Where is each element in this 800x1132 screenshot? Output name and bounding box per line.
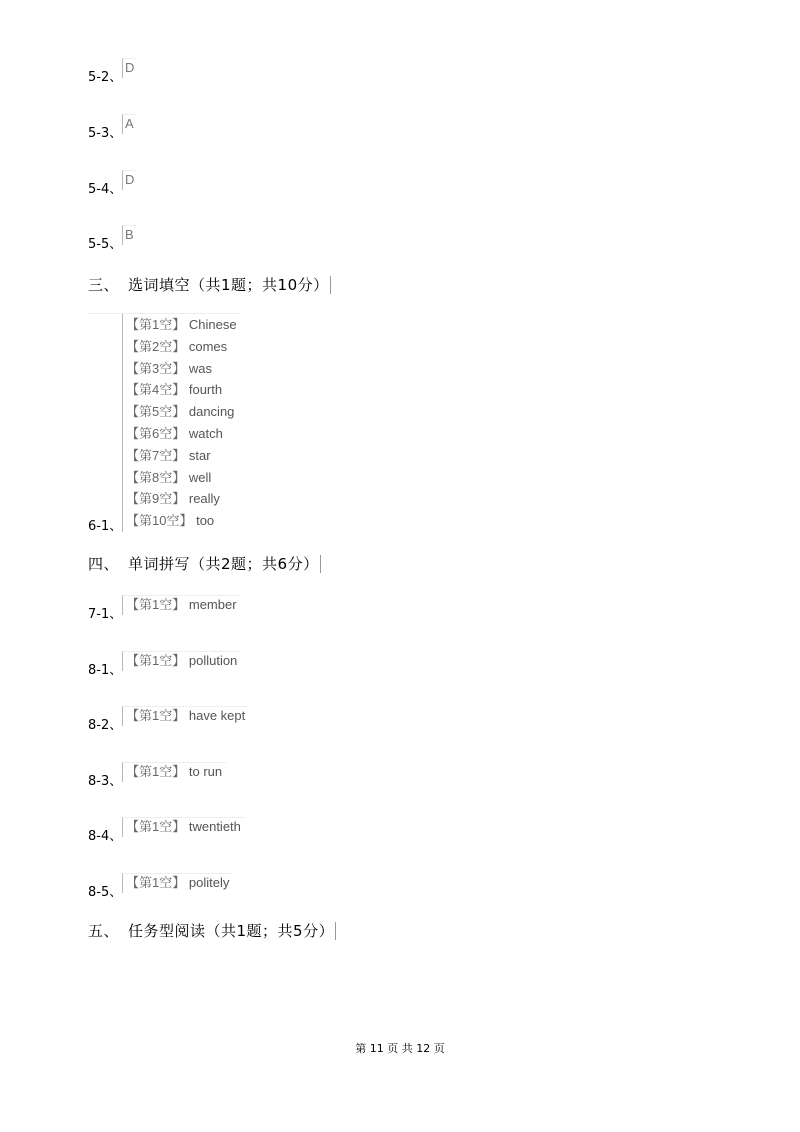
answer-box: D (122, 170, 136, 190)
answer-box: B (122, 225, 136, 245)
answer-box: 【第1空】 have kept (122, 706, 249, 726)
section-number: 三、 (88, 276, 120, 294)
question-number: 8-3、 (88, 774, 123, 789)
question-number: 8-4、 (88, 829, 123, 844)
question-number: 6-1、 (88, 519, 123, 534)
section-title: 单词拼写（共2题；共6分） (128, 555, 319, 573)
page-footer: 第 11 页 共 12 页 (355, 1042, 445, 1055)
answer-box: A (122, 114, 136, 134)
list-item: 【第6空】 watch (126, 425, 223, 441)
answer-box: 【第1空】 politely (122, 873, 233, 893)
list-item: 【第5空】 dancing (126, 404, 235, 420)
section-heading-5 (88, 920, 336, 941)
question-number: 8-5、 (88, 885, 123, 900)
question-number: 8-1、 (88, 663, 123, 678)
question-number: 5-2、 (88, 70, 123, 85)
list-item: 【第3空】 was (126, 360, 212, 376)
list-item: 【第1空】 Chinese (126, 317, 237, 332)
section-number: 四、 (88, 555, 120, 573)
section-heading-3 (88, 274, 331, 295)
question-number: 7-1、 (88, 607, 123, 622)
blank-answer-list (122, 313, 241, 532)
answer-box: 【第1空】 to run (122, 762, 226, 782)
list-item: 【第2空】 comes (126, 338, 228, 354)
answer-box: 【第1空】 member (122, 595, 241, 615)
list-item: 【第10空】 too (126, 513, 215, 529)
answer-box: 【第1空】 pollution (122, 651, 241, 671)
answer-frame (88, 313, 122, 528)
question-number: 8-2、 (88, 718, 123, 733)
question-number: 5-3、 (88, 126, 123, 141)
section-number: 五、 (88, 922, 120, 940)
list-item: 【第8空】 well (126, 469, 212, 485)
answer-box: 【第1空】 twentieth (122, 817, 245, 837)
answer-box: D (122, 58, 136, 78)
list-item: 【第7空】 star (126, 447, 211, 463)
section-title: 选词填空（共1题；共10分） (128, 276, 329, 294)
section-heading-4 (88, 553, 321, 574)
list-item: 【第4空】 fourth (126, 382, 223, 398)
list-item: 【第9空】 really (126, 491, 220, 507)
section-title: 任务型阅读（共1题；共5分） (128, 922, 335, 940)
question-number: 5-4、 (88, 182, 123, 197)
question-number: 5-5、 (88, 237, 123, 252)
